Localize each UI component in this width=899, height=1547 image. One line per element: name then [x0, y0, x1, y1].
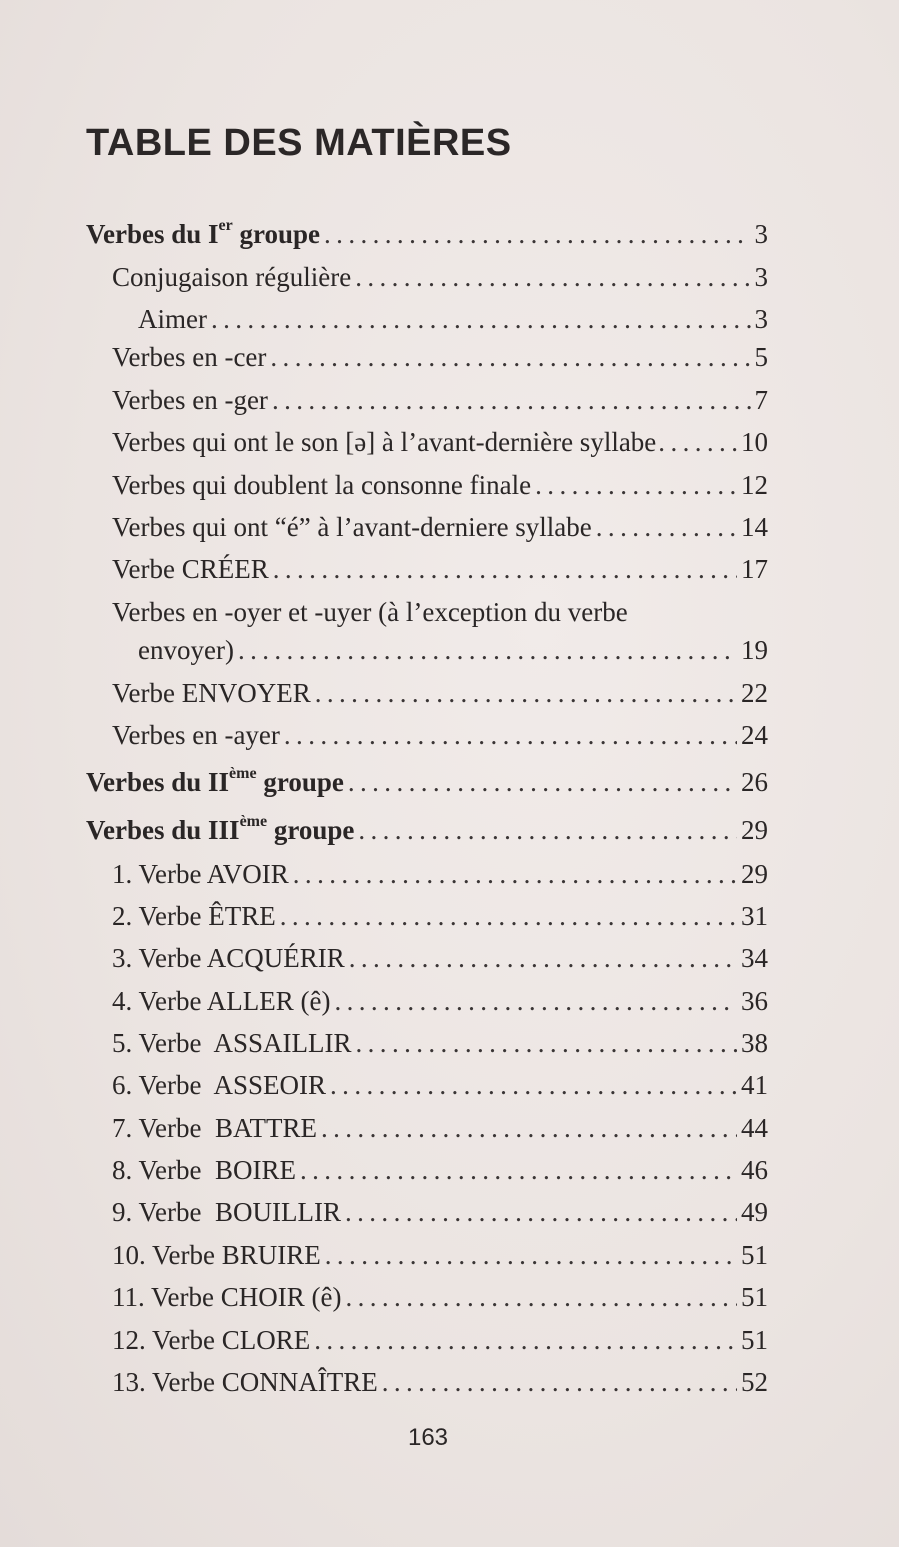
dot-leader: [270, 341, 750, 373]
toc-entry-label: Verbes en -ayer: [112, 720, 280, 750]
toc-entry-page: 41: [741, 1070, 768, 1100]
toc-entry-label: 9. Verbe BOUILLIR: [112, 1197, 341, 1227]
toc-entry-label: Verbes qui ont “é” à l’avant-derniere syllabe: [112, 512, 592, 542]
toc-entry-page: 17: [741, 554, 768, 584]
dot-leader: [334, 985, 737, 1017]
toc-entry-page: 29: [741, 859, 768, 889]
toc-entry-page: 49: [741, 1197, 768, 1227]
toc-entry-page: 26: [741, 767, 768, 797]
toc-entry: [112, 1027, 768, 1059]
toc-entry: [112, 942, 768, 974]
toc-entry: [112, 1196, 768, 1228]
toc-entry-group-3: [86, 814, 768, 846]
dot-leader: [284, 719, 737, 751]
dot-leader: [325, 1239, 737, 1271]
toc-entry-page: 3: [754, 219, 768, 249]
toc-entry: [112, 1324, 768, 1356]
toc-entry-label: Conjugaison régulière: [112, 262, 352, 292]
toc-entry-label: Aimer: [138, 304, 207, 334]
toc-entry-label: 5. Verbe ASSAILLIR: [112, 1028, 352, 1058]
toc-entry-label: Verbes en -cer: [112, 342, 267, 372]
toc-entry-label: 3. Verbe ACQUÉRIR: [112, 943, 345, 973]
toc-entry: [138, 303, 768, 335]
toc-entry-page: 5: [754, 342, 768, 372]
toc-entry: [112, 426, 768, 458]
toc-entry: [112, 719, 768, 751]
toc-entry-page: 24: [741, 720, 768, 750]
dot-leader: [280, 900, 737, 932]
toc-entry: [112, 261, 768, 293]
toc-entry-label: 4. Verbe ALLER (ê): [112, 986, 331, 1016]
toc-entry-first-line: Verbes en -oyer et -uyer (à l’exception du verbe: [112, 597, 628, 627]
toc-entry: [112, 553, 768, 585]
dot-leader: [658, 426, 737, 458]
dot-leader: [273, 553, 737, 585]
toc-entry: [112, 511, 768, 543]
toc-entry-group-1: [86, 218, 768, 250]
page-title: TABLE DES MATIÈRES: [86, 122, 512, 164]
toc-entry-page: 3: [754, 304, 768, 334]
toc-entry: [112, 384, 768, 416]
toc-entry-page: 19: [741, 635, 768, 665]
toc-entry-label: 10. Verbe BRUIRE: [112, 1240, 321, 1270]
toc-entry-label: 7. Verbe BATTRE: [112, 1113, 317, 1143]
toc-entry: [112, 677, 768, 709]
toc-entry-page: 46: [741, 1155, 768, 1185]
dot-leader: [293, 858, 737, 890]
toc-entry-page: 22: [741, 678, 768, 708]
toc-entry: [112, 1281, 768, 1313]
toc-entry: [112, 1366, 768, 1398]
toc-entry-page: 36: [741, 986, 768, 1016]
toc-entry: [112, 341, 768, 373]
dot-leader: [330, 1069, 737, 1101]
dot-leader: [355, 261, 750, 293]
toc-entry-label: Verbes du IIIème groupe: [86, 813, 355, 845]
toc-entry-page: 14: [741, 512, 768, 542]
toc-entry-page: 52: [741, 1367, 768, 1397]
dot-leader: [211, 303, 751, 335]
toc-entry-label: Verbes du IIème groupe: [86, 765, 344, 797]
toc-entry-label: Verbe ENVOYER: [112, 678, 311, 708]
toc-entry-page: 51: [741, 1282, 768, 1312]
dot-leader: [321, 1112, 737, 1144]
toc-entry: [112, 1069, 768, 1101]
toc-entry: [112, 1154, 768, 1186]
toc-entry-page: 29: [741, 815, 768, 845]
toc-entry-label: Verbes qui ont le son [ə] à l’avant-dernière syllabe: [112, 427, 657, 457]
dot-leader: [349, 942, 737, 974]
dot-leader: [314, 1324, 737, 1356]
toc-entry: [112, 985, 768, 1017]
toc-entry: [112, 1112, 768, 1144]
toc-entry-page: 3: [754, 262, 768, 292]
dot-leader: [315, 677, 737, 709]
toc-entry-page: 51: [741, 1325, 768, 1355]
toc-entry-page: 12: [741, 470, 768, 500]
toc-entry-page: 34: [741, 943, 768, 973]
dot-leader: [345, 1196, 737, 1228]
dot-leader: [356, 1027, 738, 1059]
dot-leader: [238, 634, 737, 666]
toc-entry-label: 2. Verbe ÊTRE: [112, 901, 276, 931]
toc-entry-label: 11. Verbe CHOIR (ê): [112, 1282, 342, 1312]
dot-leader: [324, 218, 750, 250]
toc-entry-label: 6. Verbe ASSEOIR: [112, 1070, 327, 1100]
toc-entry-label: Verbe CRÉER: [112, 554, 269, 584]
page-number: 163: [407, 1424, 449, 1451]
toc-entry-label: 1. Verbe AVOIR: [112, 859, 289, 889]
toc-entry-page: 7: [754, 385, 768, 415]
dot-leader: [300, 1154, 737, 1186]
dot-leader: [358, 814, 737, 846]
dot-leader: [345, 1281, 737, 1313]
toc-entry-label: envoyer): [138, 635, 234, 665]
toc-entry: [112, 1239, 768, 1271]
toc-entry-page: 38: [741, 1028, 768, 1058]
toc-entry-group-2: [86, 766, 768, 798]
toc-entry-page: 10: [741, 427, 768, 457]
toc-entry-label: 13. Verbe CONNAÎTRE: [112, 1367, 378, 1397]
toc-entry-label: Verbes du Ier groupe: [86, 217, 321, 249]
dot-leader: [596, 511, 737, 543]
toc-entry: [138, 634, 768, 666]
toc-entry: [112, 900, 768, 932]
toc-entry-label: Verbes en -ger: [112, 385, 268, 415]
toc-entry-label: 12. Verbe CLORE: [112, 1325, 311, 1355]
toc-entry: [112, 858, 768, 890]
dot-leader: [382, 1366, 737, 1398]
toc-entry-label: 8. Verbe BOIRE: [112, 1155, 296, 1185]
toc-entry-page: 44: [741, 1113, 768, 1143]
toc-entry-page: 51: [741, 1240, 768, 1270]
dot-leader: [272, 384, 751, 416]
toc-entry-label: Verbes qui doublent la consonne finale: [112, 470, 532, 500]
dot-leader: [348, 766, 737, 798]
dot-leader: [535, 469, 737, 501]
toc-entry-page: 31: [741, 901, 768, 931]
toc-entry: [112, 469, 768, 501]
